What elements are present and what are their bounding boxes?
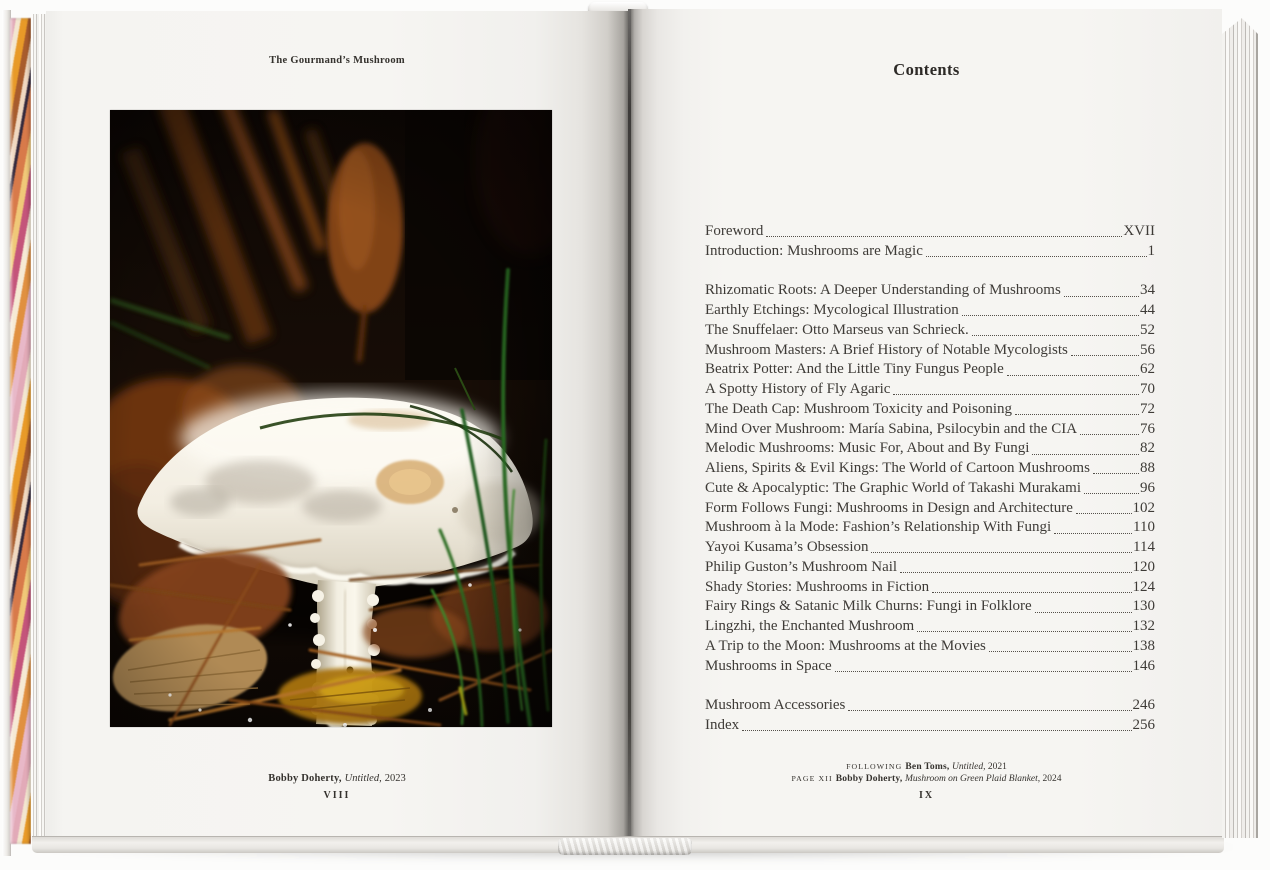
- credit-artist: Bobby Doherty,: [835, 774, 905, 784]
- dot-leader: [989, 651, 1132, 652]
- toc-entry-page: 102: [1132, 499, 1155, 516]
- caption-artist: Bobby Doherty,: [268, 773, 342, 784]
- toc-entry: [705, 420, 1155, 440]
- mushroom-photo: [110, 110, 552, 727]
- toc-entry-page: XVII: [1123, 223, 1155, 239]
- toc-entry-title: A Trip to the Moon: Mushrooms at the Movies: [705, 637, 986, 654]
- dot-leader: [900, 572, 1131, 573]
- toc-entry-page: 1: [1147, 242, 1155, 259]
- credit-title: Mushroom on Green Plaid Blanket,: [904, 774, 1043, 784]
- toc-entry-page: 70: [1140, 381, 1155, 397]
- dot-leader: [1032, 454, 1139, 455]
- toc-entry: [705, 222, 1155, 242]
- toc-entry: [705, 321, 1155, 341]
- page-edges-left: [31, 14, 46, 846]
- toc-entry-page: 76: [1140, 420, 1155, 437]
- toc-entry-title: Form Follows Fungi: Mushrooms in Design and Architecture: [705, 499, 1073, 516]
- toc-entry: [705, 617, 1155, 637]
- dot-leader: [1093, 473, 1139, 474]
- toc-entry-page: 110: [1133, 519, 1155, 536]
- dot-leader: [1071, 355, 1139, 356]
- credits: [631, 761, 1222, 785]
- toc-entry-title: The Snuffelaer: Otto Marseus van Schrieck.: [705, 321, 969, 338]
- toc-entry: [705, 400, 1155, 420]
- toc-entry: [705, 341, 1155, 361]
- toc-entry: [705, 301, 1155, 321]
- credit-line: [631, 773, 1222, 785]
- toc-entry: [705, 637, 1155, 657]
- toc-entry-title: Melodic Mushrooms: Music For, About and By Fungi: [705, 440, 1030, 457]
- toc-entry-title: Philip Guston’s Mushroom Nail: [705, 558, 898, 575]
- dot-leader: [926, 256, 1147, 257]
- toc-entry: [705, 696, 1155, 716]
- toc-entry: [705, 597, 1155, 617]
- toc-entry-page: 120: [1132, 558, 1155, 575]
- dot-leader: [1076, 513, 1132, 514]
- right-page: [631, 9, 1222, 836]
- photo-caption: [46, 773, 628, 784]
- toc-entry-page: 56: [1140, 341, 1155, 358]
- toc-entry-title: Cute & Apocalyptic: The Graphic World of Takashi Murakami: [705, 479, 1081, 496]
- toc-entry-page: 82: [1140, 440, 1155, 457]
- toc-entry: [705, 558, 1155, 578]
- dot-leader: [1080, 434, 1139, 435]
- book-gutter: [628, 9, 631, 836]
- toc-entry: [705, 380, 1155, 400]
- credit-prefix: PAGE XII: [791, 774, 836, 783]
- toc-entry: [705, 281, 1155, 301]
- dot-leader: [1015, 414, 1139, 415]
- dot-leader: [893, 394, 1139, 395]
- toc-entry: [705, 439, 1155, 459]
- dot-leader: [917, 631, 1131, 632]
- dot-leader: [1084, 493, 1139, 494]
- toc-entry: [705, 538, 1155, 558]
- contents-heading: Contents: [893, 60, 960, 79]
- toc-entry-page: 256: [1132, 716, 1155, 733]
- dot-leader: [1007, 375, 1139, 376]
- toc-entry-page: 34: [1140, 282, 1155, 299]
- toc-entry: [705, 657, 1155, 677]
- toc-entry-title: Introduction: Mushrooms are Magic: [705, 242, 923, 259]
- toc-entry-page: 62: [1140, 361, 1155, 378]
- toc-entry-page: 132: [1132, 618, 1155, 634]
- toc-group: [705, 222, 1155, 262]
- toc-entry-page: 72: [1140, 400, 1155, 417]
- toc-entry: [705, 242, 1155, 262]
- dot-leader: [766, 236, 1122, 237]
- caption-year: 2023: [384, 773, 406, 784]
- toc-entry: [705, 459, 1155, 479]
- toc-entry-title: Index: [705, 716, 740, 733]
- page-edges-right: [1222, 14, 1258, 838]
- toc-entry-page: 124: [1132, 578, 1155, 595]
- toc-entry-title: Mushrooms in Space: [705, 657, 832, 674]
- dot-leader: [972, 335, 1139, 336]
- dot-leader: [1054, 533, 1132, 534]
- dot-leader: [835, 671, 1132, 672]
- credit-artist: Ben Toms,: [905, 762, 953, 772]
- toc-entry: [705, 499, 1155, 519]
- toc-entry-page: 114: [1133, 539, 1155, 555]
- toc-entry-title: Yayoi Kusama’s Obsession: [705, 539, 869, 555]
- toc-entry-page: 96: [1140, 479, 1155, 496]
- spine-endband-bottom: [558, 838, 692, 855]
- running-header: The Gourmand’s Mushroom: [269, 55, 405, 66]
- page-number-right: IX: [918, 790, 935, 801]
- credit-prefix: FOLLOWING: [846, 762, 906, 771]
- credit-title: Untitled,: [952, 762, 988, 772]
- dot-leader: [1035, 612, 1132, 613]
- toc-entry-page: 138: [1132, 637, 1155, 654]
- toc-entry-title: Shady Stories: Mushrooms in Fiction: [705, 578, 930, 595]
- toc-entry-page: 88: [1140, 460, 1155, 476]
- toc-entry: [705, 716, 1155, 736]
- toc-entry-page: 146: [1132, 657, 1155, 674]
- toc-entry-title: Mind Over Mushroom: María Sabina, Psilocybin and the CIA: [705, 420, 1078, 437]
- toc-entry-title: Mushroom Accessories: [705, 697, 846, 713]
- credit-line: [631, 761, 1222, 773]
- dot-leader: [962, 315, 1139, 316]
- page-number-left: VIII: [323, 790, 351, 801]
- caption-title: Untitled,: [344, 773, 382, 784]
- toc-entry: [705, 518, 1155, 538]
- marbled-fore-edge: [10, 18, 31, 844]
- credit-year: 2024: [1042, 774, 1062, 784]
- toc-entry-title: Beatrix Potter: And the Little Tiny Fungus People: [705, 361, 1004, 378]
- toc-entry-title: Foreword: [705, 223, 764, 239]
- dot-leader: [871, 552, 1132, 553]
- toc-entry: [705, 360, 1155, 380]
- table-of-contents: [705, 222, 1155, 736]
- dot-leader: [1064, 296, 1139, 297]
- toc-entry-title: Fairy Rings & Satanic Milk Churns: Fungi in Folklore: [705, 598, 1032, 615]
- toc-entry-title: Rhizomatic Roots: A Deeper Understanding of Mushrooms: [705, 282, 1061, 299]
- dot-leader: [848, 710, 1131, 711]
- toc-entry-page: 44: [1140, 302, 1155, 318]
- toc-group: [705, 281, 1155, 676]
- toc-entry-title: Earthly Etchings: Mycological Illustration: [705, 302, 959, 318]
- toc-entry-title: Aliens, Spirits & Evil Kings: The World of Cartoon Mushrooms: [705, 460, 1090, 476]
- dot-leader: [742, 730, 1131, 731]
- toc-entry: [705, 479, 1155, 499]
- toc-group: [705, 696, 1155, 736]
- toc-entry-title: Lingzhi, the Enchanted Mushroom: [705, 618, 915, 634]
- dot-leader: [932, 592, 1131, 593]
- credit-year: 2021: [987, 762, 1007, 772]
- toc-entry-page: 52: [1140, 321, 1155, 338]
- toc-entry-title: The Death Cap: Mushroom Toxicity and Poisoning: [705, 400, 1012, 417]
- toc-entry-page: 130: [1132, 598, 1155, 615]
- toc-entry-title: A Spotty History of Fly Agaric: [705, 381, 891, 397]
- toc-entry: [705, 578, 1155, 598]
- toc-entry-title: Mushroom Masters: A Brief History of Notable Mycologists: [705, 341, 1068, 358]
- left-page: [46, 11, 628, 836]
- toc-entry-page: 246: [1132, 697, 1155, 713]
- toc-entry-title: Mushroom à la Mode: Fashion’s Relationship With Fungi: [705, 519, 1052, 536]
